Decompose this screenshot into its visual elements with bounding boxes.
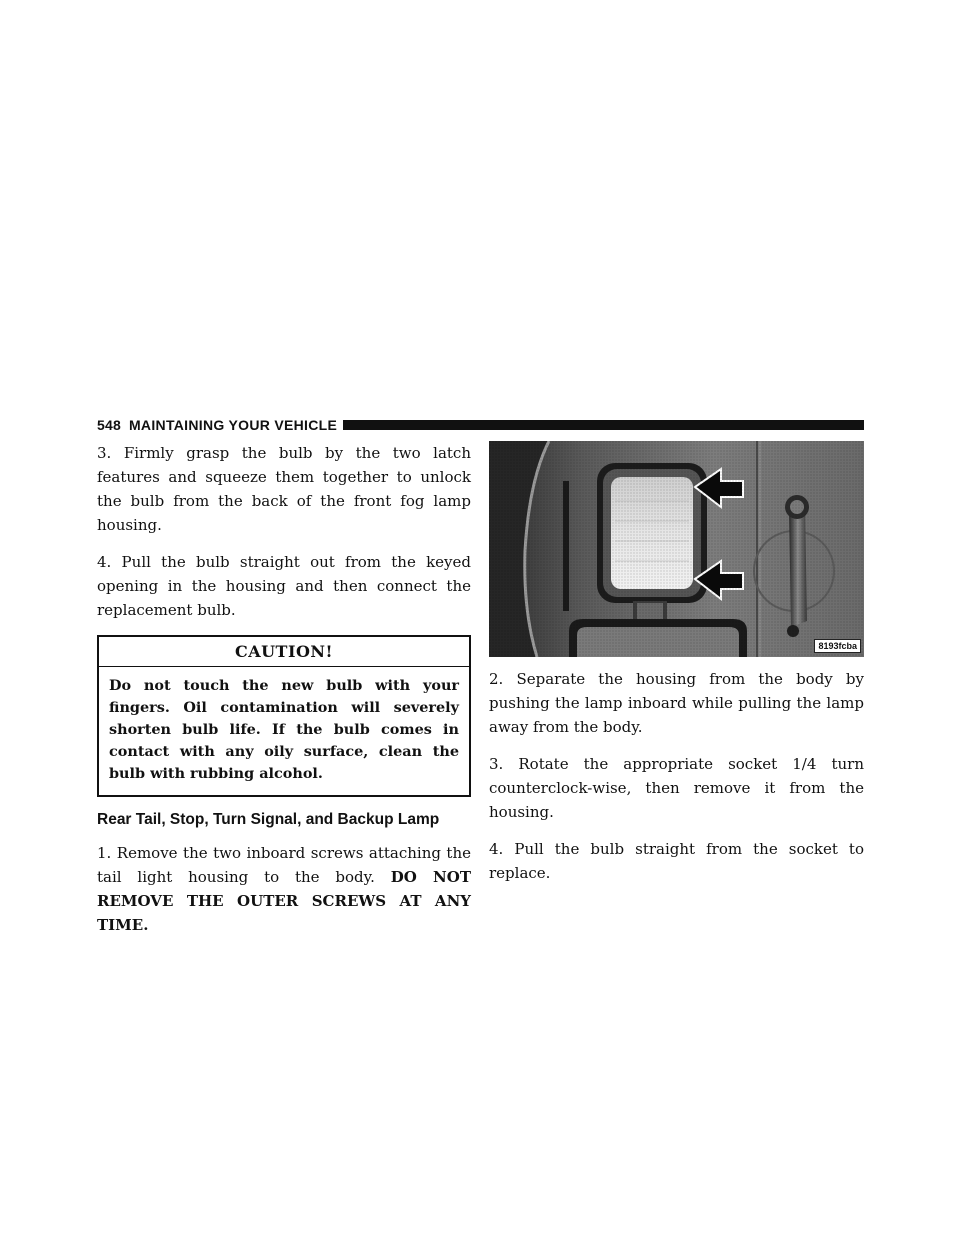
tail-lamp-illustration	[489, 441, 864, 657]
tail-lamp-photo	[489, 441, 864, 657]
caution-box	[97, 635, 471, 797]
step-4-paragraph: 4. Pull the bulb straight out from the keyed opening in the housing and then connect the replacement bulb.	[97, 553, 471, 619]
photo-code-label: 8193fcba	[814, 639, 861, 653]
caution-text: Do not touch the new bulb with your fingers. Oil contamination will severely shorten bulb life. If the bulb comes in contact with any oily surface, clean the bulb with rubbing alcohol.	[109, 677, 459, 782]
rear-step-1-text: 1. Remove the two inboard screws attaching the tail light housing to the body.	[97, 844, 471, 886]
left-column	[97, 441, 471, 950]
header-rule	[343, 420, 864, 430]
rear-step-1-warning: DO NOT REMOVE THE OUTER SCREWS AT ANY TIME.	[97, 868, 471, 934]
caution-title: CAUTION!	[99, 637, 469, 667]
page-number: 548	[97, 417, 121, 433]
page-header	[97, 416, 864, 434]
step-3-paragraph: 3. Firmly grasp the bulb by the two latch features and squeeze them together to unlock the bulb from the back of the front fog lamp housing.	[97, 444, 471, 534]
section-title: MAINTAINING YOUR VEHICLE	[128, 417, 338, 433]
section-heading: Rear Tail, Stop, Turn Signal, and Backup Lamp	[97, 811, 440, 828]
right-step-4-paragraph: 4. Pull the bulb straight from the socket to replace.	[489, 840, 864, 882]
right-step-3-paragraph: 3. Rotate the appropriate socket 1/4 turn counterclock-wise, then remove it from the housing.	[489, 755, 864, 821]
rear-step-1-paragraph	[97, 841, 471, 937]
right-step-2-paragraph: 2. Separate the housing from the body by pushing the lamp inboard while pulling the lamp away from the body.	[489, 670, 864, 736]
right-column	[489, 441, 864, 898]
